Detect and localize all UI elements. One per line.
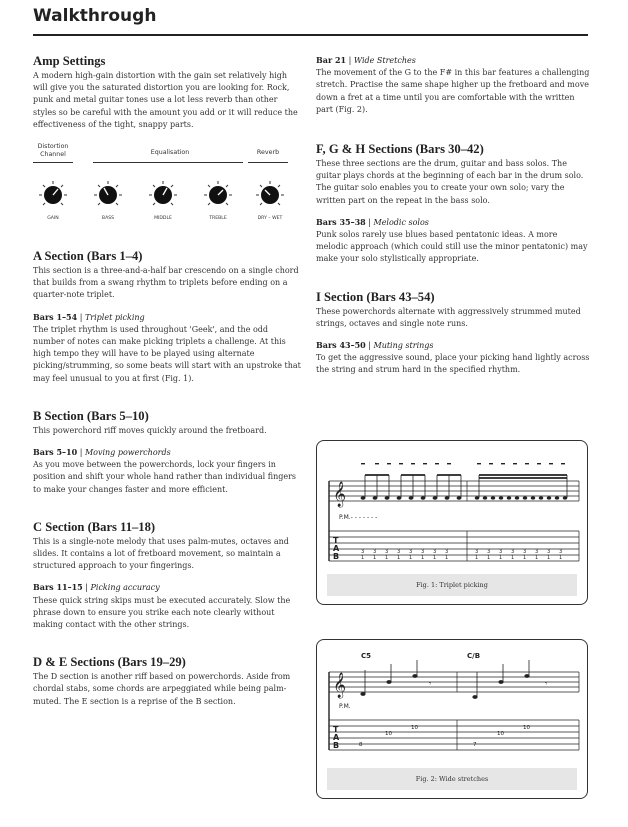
fig2-tab-1: 8 xyxy=(359,742,363,748)
svg-text:3: 3 xyxy=(487,549,491,555)
dry-wet-knob-icon[interactable] xyxy=(255,180,285,210)
de-section-body: The D section is another riff based on powerchords. Aside from chordal stabs, some chords are arpeggiated while being palm-muted. The E section is a reprise of the B section. xyxy=(33,672,291,706)
figure-2-notation xyxy=(317,640,587,765)
bar21-body: The movement of the G to the F# in this bar features a challenging stretch. Practise the same shape higher up the fretboard and move down a fret at a time until you are comfortable with the written part (Fig. 2). xyxy=(316,68,590,114)
svg-text:B: B xyxy=(333,741,340,750)
figure-1-caption: Fig. 1: Triplet picking xyxy=(327,574,577,596)
b-section-body: This powerchord riff moves quickly around the fretboard. xyxy=(33,425,267,435)
fig2-tab-6: 10 xyxy=(523,725,530,731)
left-column xyxy=(33,50,301,708)
svg-text:3: 3 xyxy=(499,549,503,555)
fig2-tab-5: 10 xyxy=(497,731,504,737)
i-sub-bars: Bars 43–50 xyxy=(316,340,366,351)
svg-text:1: 1 xyxy=(385,555,389,561)
equalisation-rule xyxy=(93,162,243,163)
c-section-heading: C Section (Bars 11–18) xyxy=(33,519,156,534)
fig2-tab-2: 10 xyxy=(385,731,392,737)
fgh-sub-bars: Bars 35–38 xyxy=(316,216,366,227)
gain-knob-icon[interactable] xyxy=(38,180,68,210)
a-section-heading: A Section (Bars 1–4) xyxy=(33,249,143,264)
fig2-tab-3: 10 xyxy=(411,725,418,731)
svg-text:𝄞: 𝄞 xyxy=(333,482,347,507)
c-sub-title: Picking accuracy xyxy=(90,583,160,593)
svg-text:B: B xyxy=(333,552,340,561)
reverb-rule xyxy=(248,162,288,163)
svg-text:1: 1 xyxy=(397,555,401,561)
svg-text:3: 3 xyxy=(385,549,389,555)
svg-text:1: 1 xyxy=(433,555,437,561)
fig2-chord-c5: C5 xyxy=(361,652,372,660)
fig1-pm-label: P.M.- - - - - - - xyxy=(339,514,378,521)
svg-text:3: 3 xyxy=(445,549,449,555)
fgh-section-sub-body: Punk solos rarely use blues based pentatonic ideas. A more melodic approach (which could still use the minor pentatonic) may make your solo stylistically appropriate. xyxy=(316,230,588,264)
c-section-subheading: Bars 11–15 | Picking accuracy xyxy=(33,582,160,593)
bar21-subheading: Bar 21 | Wide Stretches xyxy=(316,55,416,65)
amp-heading: Amp Settings xyxy=(33,54,106,68)
amp-body: A modern high-gain distortion with the gain set relatively high will give you the saturated distortion you are looking for. Rock, punk and metal guitar tones use a lot less reverb than other styles so be careful with the amount you add or it will reduce the effectiveness of the tight, snappy parts. xyxy=(33,71,298,129)
i-section-heading: I Section (Bars 43–54) xyxy=(316,289,435,304)
svg-text:1: 1 xyxy=(547,555,551,561)
dry-wet-label: DRY – WET xyxy=(257,216,283,222)
bar21-sub-title: Wide Stretches xyxy=(353,56,416,65)
svg-text:1: 1 xyxy=(421,555,425,561)
c-sub-bars: Bars 11–15 xyxy=(33,582,83,593)
svg-text:1: 1 xyxy=(535,555,539,561)
fgh-section-subheading: Bars 35–38 | Melodic solos xyxy=(316,216,429,227)
fgh-sub-title: Melodic solos xyxy=(373,217,429,227)
right-column xyxy=(316,50,590,377)
title-rule xyxy=(33,34,588,36)
middle-knob-icon[interactable] xyxy=(148,180,178,210)
gain-label: GAIN xyxy=(47,216,59,222)
svg-text:𝄾: 𝄾 xyxy=(429,679,432,688)
a-section-subheading: Bars 1–54 | Triplet picking xyxy=(33,311,145,322)
fig2-pm-label: P.M. xyxy=(339,703,351,710)
svg-text:𝄾: 𝄾 xyxy=(545,679,548,688)
a-sub-bars: Bars 1–54 xyxy=(33,311,78,322)
svg-text:1: 1 xyxy=(499,555,503,561)
b-section-subheading: Bars 5–10 | Moving powerchords xyxy=(33,447,171,458)
svg-text:1: 1 xyxy=(523,555,527,561)
svg-text:3: 3 xyxy=(523,549,527,555)
svg-text:1: 1 xyxy=(475,555,479,561)
svg-text:3: 3 xyxy=(397,549,401,555)
svg-text:3: 3 xyxy=(559,549,563,555)
a-section-sub-body: The triplet rhythm is used throughout 'Geek', and the odd number of notes can make picking triplets a challenge. At this high tempo they will have to be played using alternate picking/strumming, so some beats will start with an upstroke that may feel unusual to you at first (Fig. 1). xyxy=(33,324,301,383)
svg-text:T: T xyxy=(333,725,339,734)
amp-knob-panel xyxy=(33,143,301,235)
svg-text:3: 3 xyxy=(373,549,377,555)
figure-1-notation xyxy=(317,441,587,571)
svg-text:1: 1 xyxy=(409,555,413,561)
svg-text:3: 3 xyxy=(511,549,515,555)
svg-text:1: 1 xyxy=(559,555,563,561)
page-title: Walkthrough xyxy=(33,6,157,26)
equalisation-label: Equalisation xyxy=(150,149,190,157)
distortion-rule xyxy=(33,162,73,163)
i-section-sub-body: To get the aggressive sound, place your picking hand lightly across the string and strum hard in the specified rhythm. xyxy=(316,353,590,375)
treble-knob-icon[interactable] xyxy=(203,180,233,210)
fig2-tab-4: 7 xyxy=(473,742,477,748)
b-sub-bars: Bars 5–10 xyxy=(33,447,78,458)
bass-label: BASS xyxy=(101,216,115,222)
svg-text:3: 3 xyxy=(433,549,437,555)
svg-text:A: A xyxy=(333,733,340,742)
svg-text:𝄞: 𝄞 xyxy=(333,673,347,698)
svg-text:3: 3 xyxy=(409,549,413,555)
svg-text:3: 3 xyxy=(421,549,425,555)
svg-text:A: A xyxy=(333,544,340,553)
a-sub-title: Triplet picking xyxy=(84,312,145,322)
fig2-chord-cb: C/B xyxy=(467,652,481,660)
c-section-body: This is a single-note melody that uses palm-mutes, octaves and slides. It contains a lot of fretboard movement, so maintain a structured approach to your fingerings. xyxy=(33,536,289,571)
svg-text:3: 3 xyxy=(361,549,365,555)
b-sub-title: Moving powerchords xyxy=(84,448,171,458)
treble-label: TREBLE xyxy=(209,216,227,222)
b-section-sub-body: As you move between the powerchords, lock your fingers in position and shift your whole hand rather than individual fingers to make your changes faster and more efficient. xyxy=(33,460,297,494)
b-section-heading: B Section (Bars 5–10) xyxy=(33,408,149,423)
svg-text:1: 1 xyxy=(361,555,365,561)
svg-text:1: 1 xyxy=(445,555,449,561)
de-section-heading: D & E Sections (Bars 19–29) xyxy=(33,655,186,670)
svg-text:T: T xyxy=(333,536,339,545)
reverb-label: Reverb xyxy=(256,149,280,157)
svg-text:3: 3 xyxy=(547,549,551,555)
svg-text:1: 1 xyxy=(511,555,515,561)
fgh-section-body: These three sections are the drum, guitar and bass solos. The guitar plays chords at the beginning of each bar in the drum solo. The guitar solo enables you to create your own solo; vary the written part on the repeat in the bass solo. xyxy=(316,159,584,205)
fgh-section-heading: F, G & H Sections (Bars 30–42) xyxy=(316,142,484,157)
svg-text:1: 1 xyxy=(487,555,491,561)
middle-label: MIDDLE xyxy=(154,216,172,222)
figure-2-caption: Fig. 2: Wide stretches xyxy=(327,768,577,790)
figure-1-box xyxy=(316,440,588,605)
a-section-body: This section is a three-and-a-half bar crescendo on a single chord that builds from a swang rhythm to triplets before ending on a quarter-note triplet. xyxy=(33,266,299,300)
bass-knob-icon[interactable] xyxy=(93,180,123,210)
i-section-body: These powerchords alternate with aggressively strummed muted strings, octaves and single note runs. xyxy=(316,306,581,328)
svg-text:3: 3 xyxy=(475,549,479,555)
c-section-sub-body: These quick string skips must be executed accurately. Slow the phrase down to ensure you strike each note clearly without making contact with the other strings. xyxy=(33,595,291,630)
figure-2-box xyxy=(316,639,588,799)
bar21-sub-bars: Bar 21 xyxy=(316,55,347,65)
svg-text:3: 3 xyxy=(535,549,539,555)
i-section-subheading: Bars 43–50 | Muting strings xyxy=(316,340,434,351)
i-sub-title: Muting strings xyxy=(373,341,434,351)
distortion-channel-label: Distortion Channel xyxy=(37,143,69,159)
svg-text:1: 1 xyxy=(373,555,377,561)
